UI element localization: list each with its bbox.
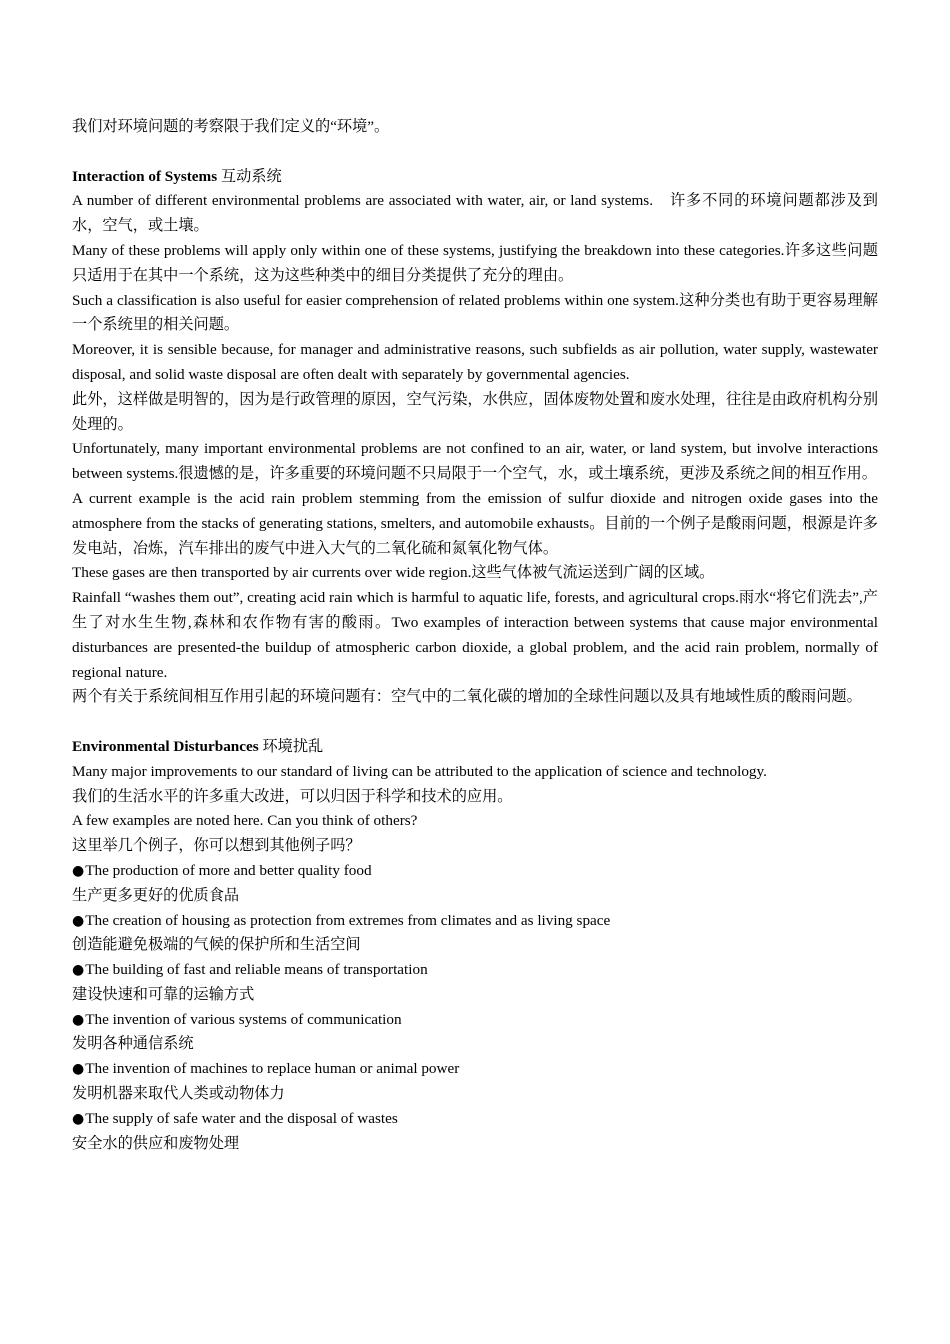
paragraph: A current example is the acid rain problem stemming from the emission of sulfur dioxide and nitrogen oxide gases into the atmosphere from the stacks of generating stations, smelters, and automobile exhausts。目前的一个例子是酸雨问题，根源是许多发电站，冶炼，汽车排出的废气中进入大气的二氧化硫和氮氧化物气体。 bbox=[72, 489, 878, 557]
paragraph: 这里举几个例子，你可以想到其他例子吗？ bbox=[72, 837, 361, 855]
bullet-translation: 建设快速和可靠的运输方式 bbox=[72, 985, 255, 1003]
paragraph: A few examples are noted here. Can you think of others? bbox=[72, 812, 418, 830]
section-title: Environmental Disturbances bbox=[72, 737, 259, 755]
paragraph: 两个有关于系统间相互作用引起的环境问题有：空气中的二氧化碳的增加的全球性问题以及具有地域性质的酸雨问题。 bbox=[72, 688, 862, 706]
paragraph: Rainfall “washes them out”, creating acid rain which is harmful to aquatic life, forests, and agricultural crops.雨水“将它们洗去”,产生了对水生生物,森林和农作物有害的酸雨。Two examples of interaction between systems that cause major environmental disturbances are presented-the buildup of atmospheric carbon dioxide, a global problem, and the acid rain problem, normally of regional nature. bbox=[72, 589, 878, 681]
paragraph: These gases are then transported by air currents over wide region.这些气体被气流运送到广阔的区域。 bbox=[72, 564, 715, 582]
paragraph: Moreover, it is sensible because, for manager and administrative reasons, such subfields as air pollution, water supply, wastewater disposal, and solid waste disposal are often dealt with separately by governmental agencies. bbox=[72, 341, 878, 383]
bullet-item: ● The building of fast and reliable means of transportation bbox=[72, 958, 878, 983]
bullet-translation: 发明机器来取代人类或动物体力 bbox=[72, 1085, 285, 1103]
paragraph: Unfortunately, many important environmental problems are not confined to an air, water, or land system, but involve interactions between systems.很遗憾的是，许多重要的环境问题不只局限于一个空气，水，或土壤系统，更涉及系统之间的相互作用。 bbox=[72, 440, 878, 483]
intro-paragraph: 我们对环境问题的考察限于我们定义的“环境”。 bbox=[72, 118, 390, 135]
spacer bbox=[72, 140, 878, 165]
spacer bbox=[72, 710, 878, 735]
paragraph: A number of different environmental problems are associated with water, air, or land systems. 许多不同的环境问题都涉及到水，空气，或土壤。 bbox=[72, 192, 878, 235]
bullet-item: ● The supply of safe water and the disposal of wastes bbox=[72, 1107, 878, 1132]
paragraph: 我们的生活水平的许多重大改进，可以归因于科学和技术的应用。 bbox=[72, 787, 513, 805]
section-title-zh: 互动系统 bbox=[220, 167, 282, 185]
document-page bbox=[72, 115, 878, 1156]
section-title-zh: 环境扰乱 bbox=[262, 737, 324, 755]
bullet-item: ● The creation of housing as protection from extremes from climates and as living space bbox=[72, 909, 878, 934]
bullet-translation: 发明各种通信系统 bbox=[72, 1035, 194, 1053]
paragraph: Such a classification is also useful for easier comprehension of related problems within one system.这种分类也有助于更容易理解一个系统里的相关问题。 bbox=[72, 291, 878, 334]
bullet-translation: 创造能避免极端的气候的保护所和生活空间 bbox=[72, 936, 361, 954]
bullet-item: ● The invention of various systems of communication bbox=[72, 1008, 878, 1033]
bullet-item: ● The invention of machines to replace human or animal power bbox=[72, 1057, 878, 1082]
section-heading-interaction bbox=[72, 165, 878, 190]
section-heading-disturbances bbox=[72, 735, 878, 760]
bullet-translation: 生产更多更好的优质食品 bbox=[72, 886, 240, 904]
paragraph: Many of these problems will apply only within one of these systems, justifying the breakdown into these categories.许多这些问题只适用于在其中一个系统，这为这些种类中的细目分类提供了充分的理由。 bbox=[72, 241, 878, 284]
bullet-translation: 安全水的供应和废物处理 bbox=[72, 1134, 240, 1152]
paragraph: 此外，这样做是明智的，因为是行政管理的原因，空气污染，水供应，固体废物处置和废水处理，往往是由政府机构分别处理的。 bbox=[72, 390, 878, 433]
section-title: Interaction of Systems bbox=[72, 167, 218, 185]
bullet-item: ● The production of more and better quality food bbox=[72, 859, 878, 884]
paragraph: Many major improvements to our standard of living can be attributed to the application of science and technology. bbox=[72, 762, 767, 780]
